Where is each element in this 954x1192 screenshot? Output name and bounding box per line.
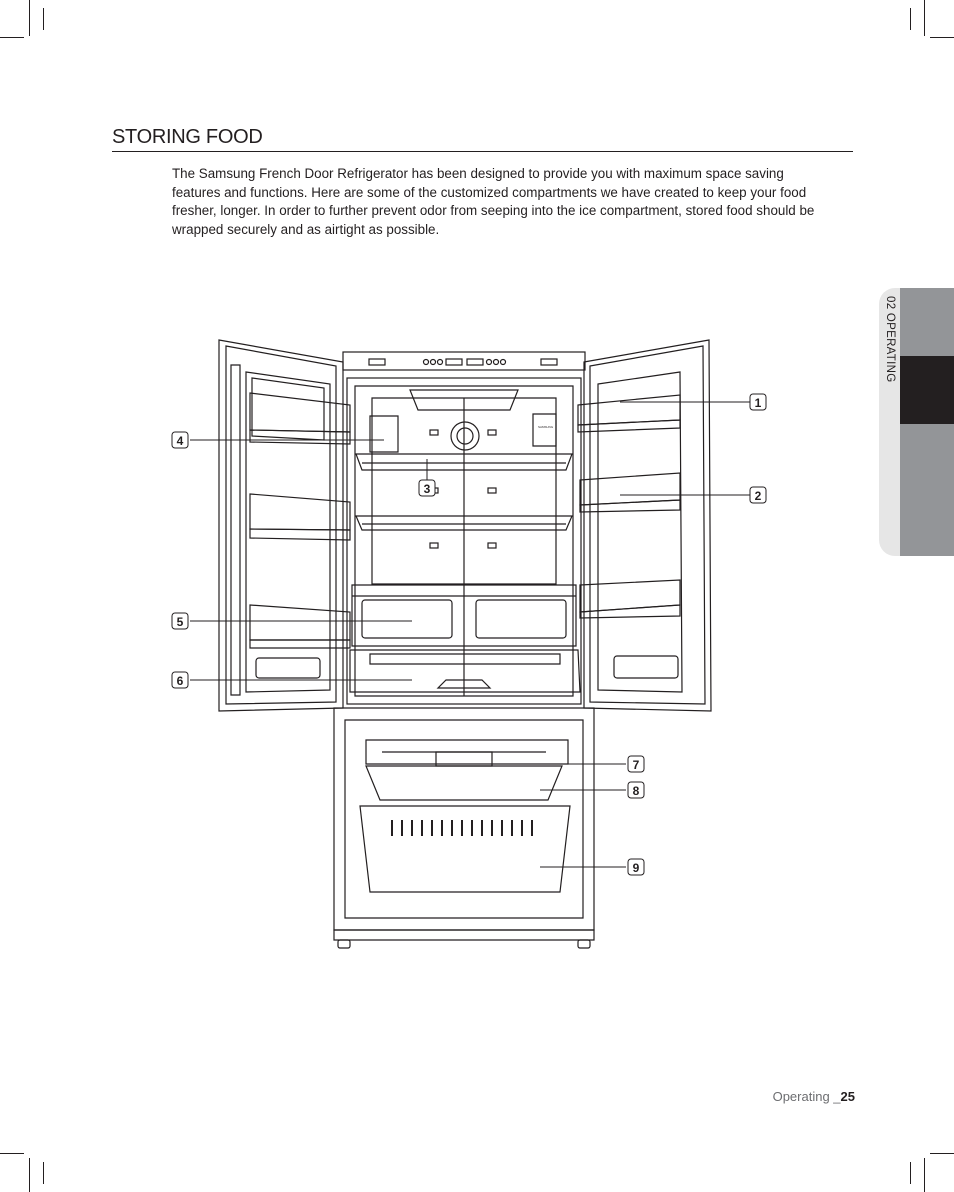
page-footer	[773, 1089, 855, 1104]
freezer-drawer	[334, 708, 594, 948]
right-door-bin-1	[578, 395, 680, 432]
footer-section: Operating _	[772, 1089, 841, 1104]
ice-bin	[366, 740, 568, 766]
callout-number-4: 4	[176, 434, 184, 448]
right-door-bin-3	[580, 580, 680, 618]
cabinet-top-panel	[343, 352, 585, 370]
left-door	[219, 340, 350, 711]
brand-mark: SAMSUNG	[538, 425, 554, 429]
control-panel	[369, 359, 557, 365]
callout-number-1: 1	[754, 396, 762, 410]
callout-leaders	[190, 402, 750, 867]
freezer-lower-drawer	[360, 806, 570, 892]
page-title: STORING FOOD	[112, 126, 263, 148]
freezer-upper-drawer	[366, 766, 562, 800]
right-door	[578, 340, 711, 711]
callout-boxes	[172, 394, 766, 875]
callout-number-6: 6	[176, 674, 184, 688]
callout-number-2: 2	[754, 489, 762, 503]
deli-drawer	[350, 650, 580, 692]
right-door-bin-2	[580, 473, 680, 512]
callout-number-8: 8	[632, 784, 640, 798]
callout-number-5: 5	[176, 615, 184, 629]
page-number: 25	[840, 1089, 855, 1104]
left-door-bin-2	[250, 494, 350, 540]
callout-number-3: 3	[423, 482, 431, 496]
egg-container	[370, 416, 398, 452]
left-door-bin-3	[250, 605, 350, 648]
callout-number-9: 9	[632, 861, 640, 875]
intro-paragraph: The Samsung French Door Refrigerator has been designed to provide you with maximum space saving features and functions. Here are some of the customized compartments we have created to keep your food fresher, longer. In order to further prevent odor from seeping into the ice compartment, stored food should be wrapped securely and as airtight as possible.	[172, 166, 815, 237]
callout-number-7: 7	[632, 758, 640, 772]
side-tab-label: 02 OPERATING	[884, 296, 896, 383]
